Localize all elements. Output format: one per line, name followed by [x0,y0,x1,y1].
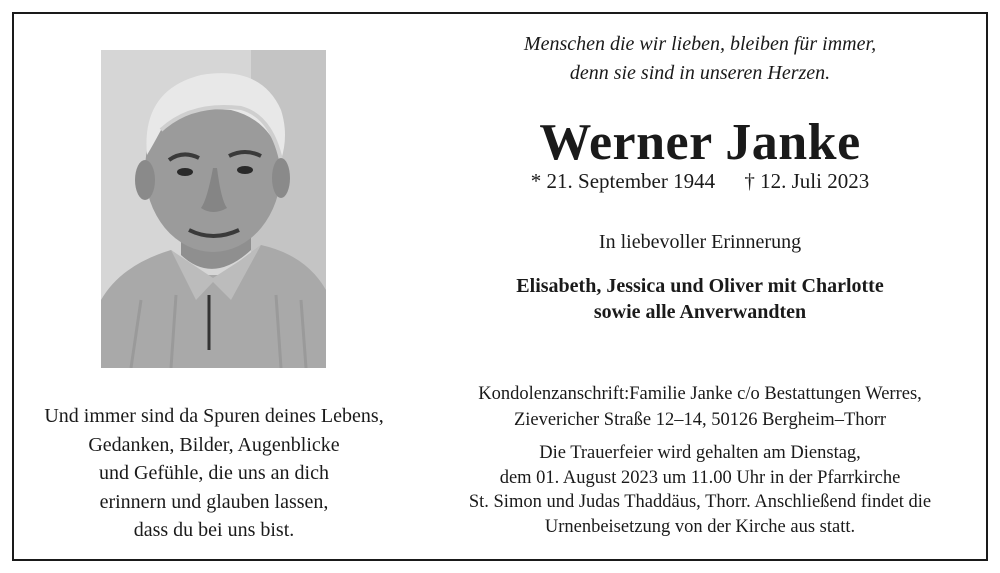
poem-line-2: Gedanken, Bilder, Augenblicke [88,433,340,456]
service-line-4: Urnenbeisetzung von der Kirche aus statt. [544,516,856,537]
motto-quote [470,30,930,88]
poem-line-4: erinnern und glauben lassen, [99,490,329,513]
funeral-service-info [400,441,1000,539]
condolence-address [400,381,1000,433]
service-line-3: St. Simon und Judas Thaddäus, Thorr. Anschließend findet die [468,492,932,512]
portrait-photo-icon [101,50,326,368]
deceased-name: Werner Janke [539,114,861,171]
memorial-poem [16,402,412,545]
portrait-photo [101,50,326,368]
death-date: † 12. Juli 2023 [744,169,870,193]
poem-line-5: dass du bei uns bist. [133,519,295,541]
poem-line-3: und Gefühle, die uns an dich [99,462,329,484]
service-line-1: Die Trauerfeier wird gehalten am Dienstag, [539,443,861,463]
mourners [470,273,930,325]
motto-line-1: Menschen die wir lieben, bleiben für immer, [523,33,877,55]
mourners-line-1: Elisabeth, Jessica und Oliver mit Charlotte [516,275,884,297]
poem-line-1: Und immer sind da Spuren deines Lebens, [44,405,384,427]
service-line-2: dem 01. August 2023 um 11.00 Uhr in der Pfarrkirche [499,467,901,488]
mourners-line-2: sowie alle Anverwandten [593,301,807,323]
motto-line-2: denn sie sind in unseren Herzen. [569,62,831,84]
life-dates [470,168,930,194]
birth-date: * 21. September 1944 [530,169,716,193]
condolence-line-2: Zievericher Straße 12–14, 50126 Bergheim–Thorr [513,410,887,430]
condolence-line-1: Kondolenzanschrift:Familie Janke c/o Bestattungen Werres, [478,384,922,404]
remembrance-text: In liebevoller Erinnerung [598,231,802,253]
